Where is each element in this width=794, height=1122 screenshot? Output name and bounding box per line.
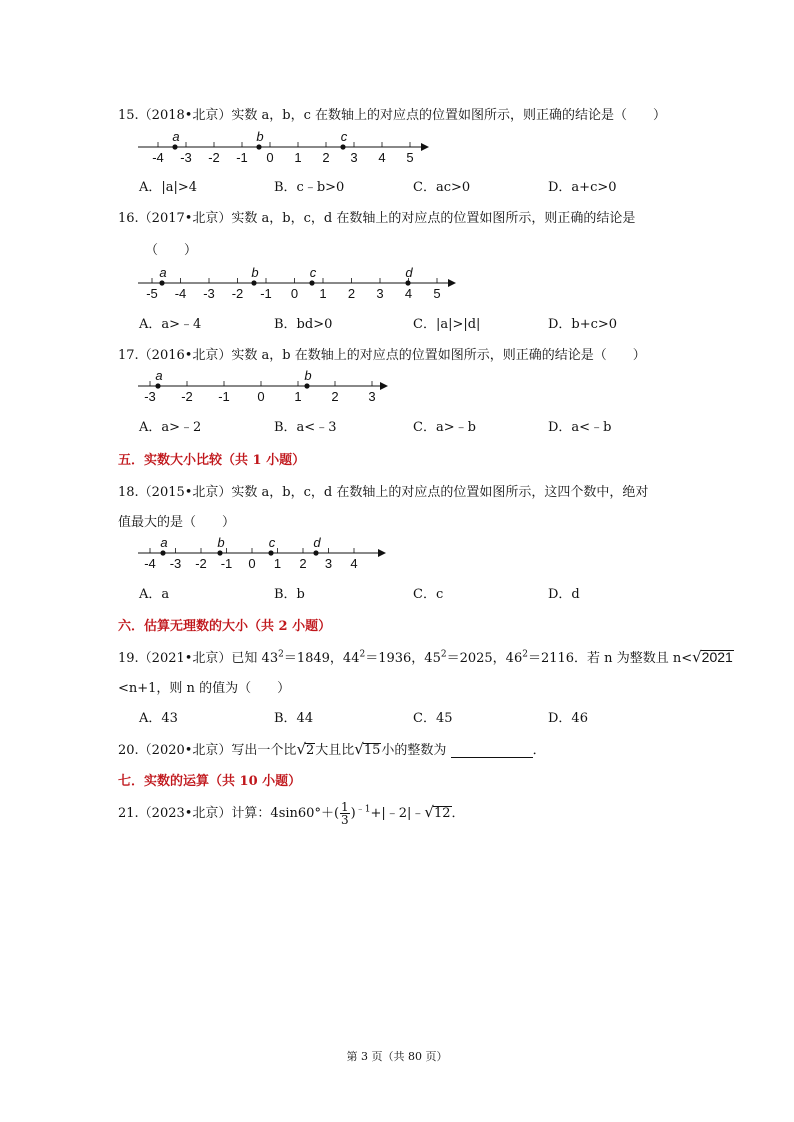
point-a (160, 550, 165, 555)
point-d (405, 280, 410, 285)
tick-label: 3 (324, 556, 333, 571)
tick-label: -2 (181, 389, 193, 404)
tick-label: -3 (144, 389, 156, 404)
tick-label: 5 (406, 150, 414, 165)
q18-option-a: A．a (139, 587, 170, 602)
sqrt-sign: √ (354, 740, 364, 758)
q15-option-d: D．a+c>0 (548, 180, 617, 195)
q16-option-d: D．b+c>0 (548, 317, 618, 332)
q15-text: 15.（2018•北京）实数 a，b，c 在数轴上的对应点的位置如图所示，则正确的结论是（ ） (118, 108, 667, 123)
q17-number-line (138, 367, 398, 407)
tick-label: -2 (208, 150, 220, 165)
tick-label: -2 (231, 286, 244, 301)
tick-label: 2 (299, 556, 307, 571)
q16-number-line (138, 264, 468, 304)
q19-text-cont: <n+1，则 n 的值为（ ） (118, 681, 291, 696)
point-b (256, 144, 261, 149)
q17-option-d: D．a<﹣b (548, 420, 612, 435)
q19-text-c: ＝1936，45 (365, 651, 441, 666)
tick-label: 2 (347, 286, 356, 301)
point-label-c: c (268, 535, 276, 550)
q18-text: 18.（2015•北京）实数 a，b，c，d 在数轴上的对应点的位置如图所示，这四个数中，绝对 (118, 485, 649, 500)
q19-text (118, 647, 734, 666)
q19-sup-4: 2 (522, 649, 528, 660)
tick-label: 2 (331, 389, 339, 404)
q19-sup-2: 2 (359, 649, 366, 660)
q19-text-e: ＝2116．若 n 为整数且 n< (527, 651, 693, 666)
q15-option-a: A．|a|>4 (139, 180, 198, 195)
point-a (155, 383, 160, 388)
point-label-a: a (159, 265, 167, 280)
tick-label: 1 (273, 556, 282, 571)
tick-label: -1 (218, 389, 230, 404)
q15-number-line (138, 128, 438, 168)
sqrt-sign: √ (424, 803, 434, 821)
point-b (251, 280, 256, 285)
tick-label: 3 (350, 150, 358, 165)
tick-label: 3 (368, 389, 376, 404)
tick-label: -4 (174, 286, 187, 301)
point-a (172, 144, 177, 149)
tick-label: -3 (169, 556, 182, 571)
point-label-d: d (405, 265, 413, 280)
tick-label: 5 (433, 286, 441, 301)
tick-label: 4 (404, 286, 413, 301)
tick-label: -4 (152, 150, 164, 165)
q20-text-a: 20.（2020•北京）写出一个比 (118, 743, 297, 758)
q16-option-c: C．|a|>|d| (413, 317, 481, 332)
page-footer: 第 3 页（共 80 页） (346, 1050, 448, 1063)
q19-text-d: ＝2025，46 (446, 651, 523, 666)
tick-label: -2 (195, 556, 207, 571)
point-label-a: a (160, 535, 168, 550)
tick-label: 0 (248, 556, 256, 571)
section-6-heading: 六．估算无理数的大小（共 2 小题） (118, 619, 332, 634)
section-7-heading: 七．实数的运算（共 10 小题） (118, 774, 302, 789)
tick-label: 4 (378, 150, 386, 165)
tick-label: -1 (236, 150, 248, 165)
tick-label: -4 (144, 556, 156, 571)
tick-label: 3 (376, 286, 384, 301)
q19-sup-3: 2 (440, 649, 447, 660)
q19-text-a: 19.（2021•北京）已知 43 (118, 651, 279, 666)
q16-text: 16.（2017•北京）实数 a，b，c，d 在数轴上的对应点的位置如图所示，则正确的结论是 (118, 211, 636, 226)
tick-label: 1 (294, 389, 302, 404)
q19-radicand: 2021 (701, 649, 733, 665)
tick-label: -5 (146, 286, 158, 301)
q16-option-a: A．a>﹣4 (139, 317, 202, 332)
point-label-c: c (309, 265, 317, 280)
point-label-a: a (155, 368, 163, 383)
point-c (268, 550, 273, 555)
q20-text-b: 大且比 (315, 743, 355, 758)
tick-label: -3 (203, 286, 215, 301)
q17-option-b: B．a<﹣3 (274, 420, 337, 435)
tick-label: 1 (294, 150, 302, 165)
q18-text-cont: 值最大的是（ ） (118, 515, 236, 530)
q20-text-d: ． (532, 743, 546, 758)
tick-label: -3 (180, 150, 192, 165)
tick-label: -1 (220, 556, 233, 571)
q16-text-cont: （ ） (145, 243, 198, 258)
q15-option-b: B．c﹣b>0 (274, 180, 345, 195)
tick-label: 1 (319, 286, 327, 301)
q18-option-d: D．d (548, 587, 580, 602)
point-label-a: a (172, 129, 180, 144)
tick-label: 0 (266, 150, 274, 165)
q20-radicand-2: 15 (363, 743, 381, 758)
point-b (304, 383, 309, 388)
tick-label: 4 (350, 556, 358, 571)
point-label-b: b (304, 368, 312, 383)
q21-text-b: ) (350, 806, 356, 821)
sqrt-sign: √ (296, 740, 306, 758)
q19-sup-1: 2 (278, 649, 284, 660)
q21-exponent: ﹣1 (355, 804, 371, 815)
q21-text-d: ． (451, 806, 465, 821)
point-c (309, 280, 314, 285)
q21-text-c: +|﹣2|﹣ (370, 806, 425, 821)
q20-radicand-1: 2 (306, 743, 315, 758)
q18-number-line (138, 534, 398, 574)
q19-option-d: D．46 (548, 711, 588, 726)
q18-option-b: B．b (274, 587, 305, 602)
point-c (340, 144, 345, 149)
point-label-b: b (256, 129, 264, 144)
q21-text (118, 801, 465, 826)
point-label-b: b (251, 265, 259, 280)
sqrt-sign: √ (692, 648, 702, 666)
q17-text: 17.（2016•北京）实数 a，b 在数轴上的对应点的位置如图所示，则正确的结论是（ ） (118, 348, 646, 363)
q17-option-c: C．a>﹣b (413, 420, 476, 435)
point-d (313, 550, 318, 555)
q15-option-c: C．ac>0 (413, 180, 471, 195)
q19-option-c: C．45 (413, 711, 453, 726)
q19-option-a: A．43 (139, 711, 178, 726)
q19-option-b: B．44 (274, 711, 314, 726)
q21-radicand: 12 (433, 806, 451, 821)
point-b (217, 550, 222, 555)
q19-text-b: ＝1849，44 (283, 651, 360, 666)
fraction-denominator: 3 (341, 813, 349, 827)
q18-option-c: C．c (413, 587, 444, 602)
q16-option-b: B．bd>0 (274, 317, 333, 332)
tick-label: 2 (322, 150, 330, 165)
point-label-b: b (217, 535, 225, 550)
q17-option-a: A．a>﹣2 (139, 420, 202, 435)
point-label-c: c (340, 129, 348, 144)
point-a (159, 280, 164, 285)
fraction (340, 801, 350, 826)
q21-text-a: 21.（2023•北京）计算：4sin60°＋( (118, 806, 340, 821)
q20-text (118, 739, 546, 758)
tick-label: 0 (257, 389, 265, 404)
tick-label: 0 (290, 286, 299, 301)
point-label-d: d (313, 535, 321, 550)
fraction-numerator: 1 (341, 800, 349, 814)
section-5-heading: 五．实数大小比较（共 1 小题） (118, 453, 306, 468)
answer-blank[interactable] (451, 745, 533, 758)
q20-text-c: 小的整数为 (381, 743, 447, 758)
tick-label: -1 (260, 286, 272, 301)
